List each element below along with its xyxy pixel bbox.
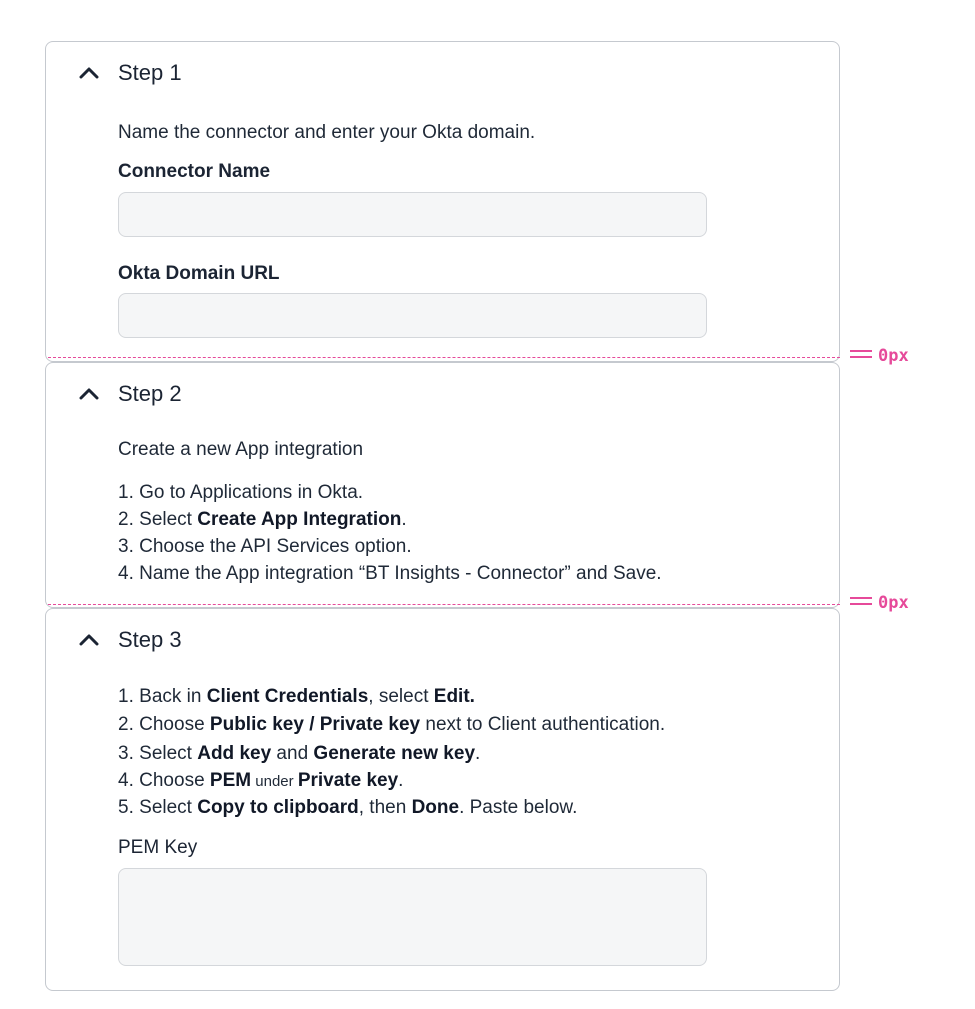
equals-icon	[850, 350, 872, 358]
spacing-guide-line	[48, 357, 840, 358]
list-item: 1. Go to Applications in Okta.	[118, 482, 364, 503]
step-2-header[interactable]	[46, 363, 839, 423]
spacing-guide-label: 0px	[850, 346, 909, 366]
list-item: 1. Back in Client Credentials, select Edit.	[118, 686, 475, 707]
spacing-guide-line	[48, 604, 840, 605]
okta-domain-label: Okta Domain URL	[118, 263, 280, 284]
step-3-panel	[45, 608, 840, 991]
step-2-description: Create a new App integration	[118, 439, 364, 460]
step-1-panel	[45, 41, 840, 362]
pem-key-textarea[interactable]	[118, 868, 707, 966]
chevron-up-icon[interactable]	[79, 634, 99, 646]
step-2-title: Step 2	[118, 381, 182, 406]
step-2-panel	[45, 362, 840, 608]
step-3-instructions	[118, 683, 665, 821]
step-1-description: Name the connector and enter your Okta domain.	[118, 122, 536, 143]
connector-name-input[interactable]	[118, 192, 707, 237]
list-item: 2. Select Create App Integration.	[118, 509, 407, 530]
step-1-header[interactable]	[46, 42, 839, 102]
connector-name-label: Connector Name	[118, 161, 271, 182]
list-item: 4. Choose PEM under Private key.	[118, 770, 404, 791]
list-item: 3. Select Add key and Generate new key.	[118, 743, 481, 764]
list-item: 2. Choose Public key / Private key next to Client authentication.	[118, 714, 666, 735]
okta-domain-input[interactable]	[118, 293, 707, 338]
chevron-up-icon[interactable]	[79, 388, 99, 400]
list-item: 3. Choose the API Services option.	[118, 536, 412, 557]
step-3-header[interactable]	[46, 609, 839, 669]
step-2-instructions	[118, 479, 662, 587]
step-1-title: Step 1	[118, 60, 182, 85]
pem-key-label: PEM Key	[118, 837, 198, 858]
list-item: 4. Name the App integration “BT Insights - Connector” and Save.	[118, 563, 662, 584]
chevron-up-icon[interactable]	[79, 67, 99, 79]
spacing-guide-label: 0px	[850, 593, 909, 613]
list-item: 5. Select Copy to clipboard, then Done. Paste below.	[118, 797, 578, 818]
step-3-title: Step 3	[118, 627, 182, 652]
equals-icon	[850, 597, 872, 605]
